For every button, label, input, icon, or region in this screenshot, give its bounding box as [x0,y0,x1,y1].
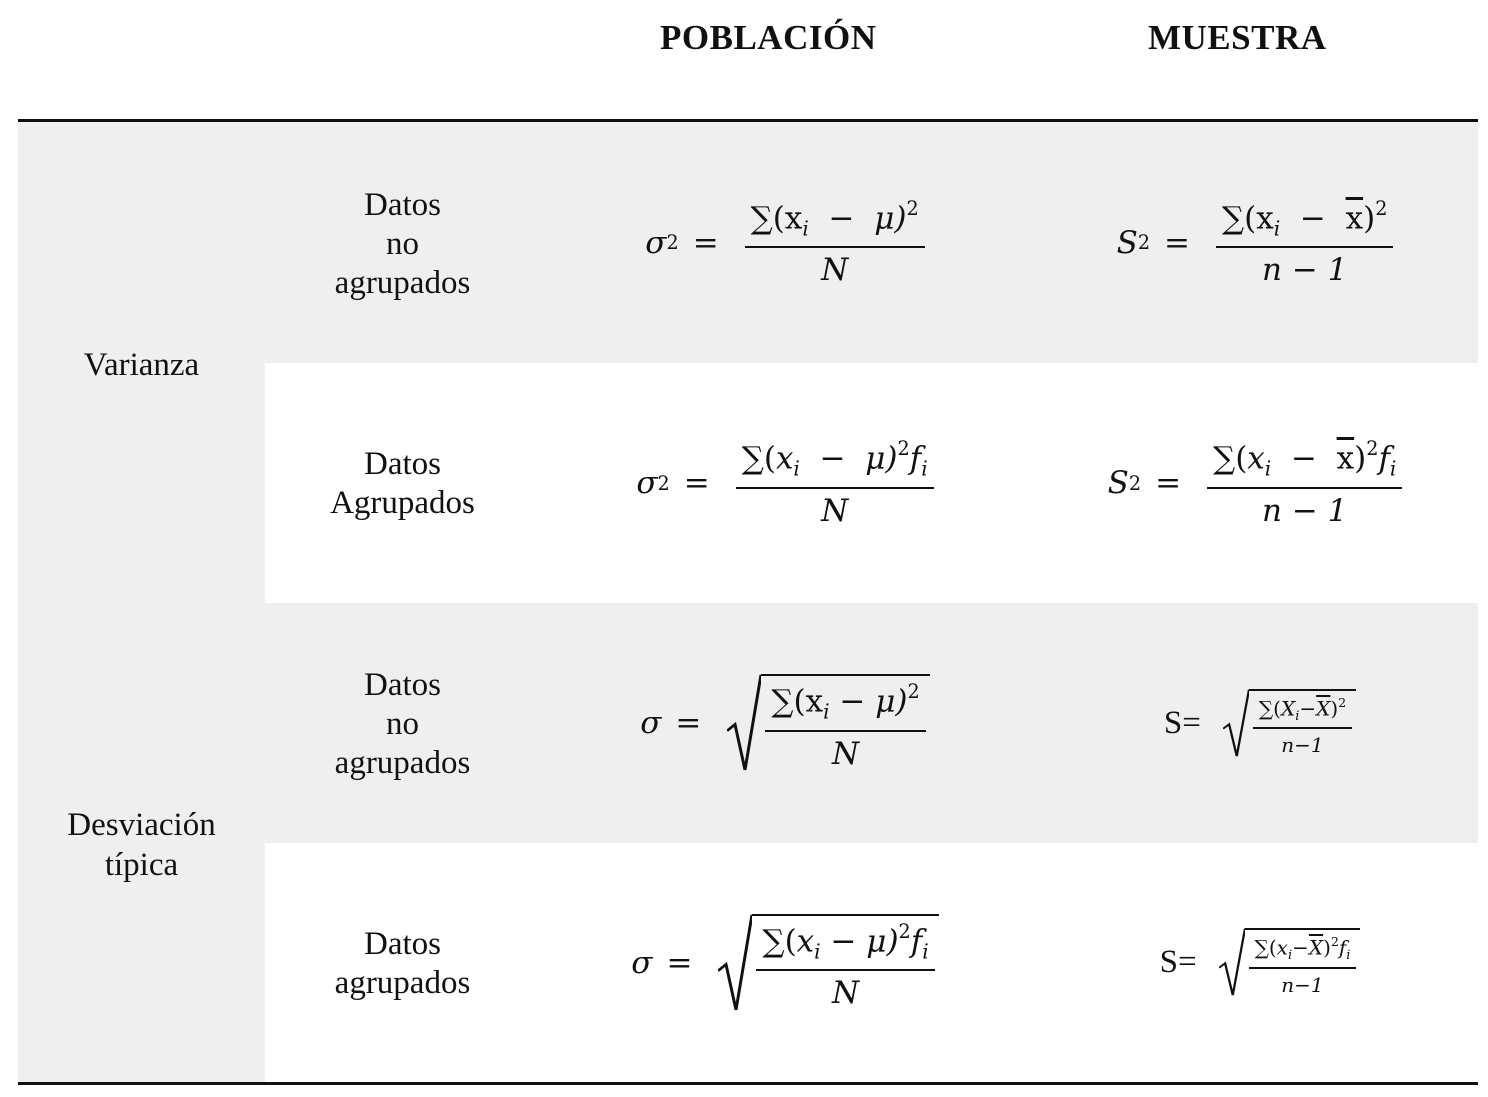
row-label-line: Datos [364,667,441,703]
row-label-line: Datos [364,446,441,482]
sqrt-radical [1219,928,1361,996]
row-label-1 [300,186,505,303]
formula-varianza-poblacion-no-agrupados: σ 2 = $\frac{\sum(x_i - \mu)^2}{N}$ [560,122,1010,363]
formula-desviacion-poblacion-agrupados: σ = $\frac{\sum(x_i - \mu)^2f_i}{N}$ [560,843,1010,1082]
formula-varianza-muestra-no-agrupados: S 2 = $\frac{\sum(x_i - \overline{x})^2}{n - 1}$ [1030,122,1480,363]
fraction: $\frac{\sum(x_i-\overline{X})^2f_i}{n-1}$ [1249,934,1357,996]
sqrt-icon [1223,689,1249,757]
row-label-3 [300,666,505,783]
row-label-line: agrupados [334,265,471,301]
group-desviacion-line2: típica [104,847,179,883]
fraction: $\frac{\sum(x_i - \mu)^2f_i}{N}$ [736,437,934,529]
group-desviacion-tipica [18,805,265,885]
formula-varianza-poblacion-agrupados: σ 2 = $\frac{\sum(x_i - \mu)^2f_i}{N}$ [560,363,1010,603]
fraction: $\frac{\sum(x_i - \mu)^2f_i}{N}$ [756,920,934,1012]
row-label-line: Agrupados [330,485,475,521]
bottom-rule [18,1082,1478,1085]
sqrt-radical [718,914,938,1012]
sqrt-radical [1223,689,1356,757]
sqrt-icon [718,914,752,1012]
sqrt-radical [727,674,929,772]
group-varianza: Varianza [83,347,200,383]
row-label-4 [300,925,505,1003]
row-label-2 [300,445,505,523]
row-label-line: no [386,706,419,742]
fraction: $\frac{\sum(x_i - \overline{x})^2}{n - 1}$ [1216,197,1393,289]
row-label-line: no [386,226,419,262]
fraction: $\frac{\sum(X_i-\overline{X})^2}{n-1}$ [1253,695,1352,757]
fraction: $\frac{\sum(x_i - \overline{x})^2f_i}{n - 1}$ [1207,437,1402,529]
row-label-line: Datos [364,187,441,223]
formula-desviacion-muestra-agrupados: S= $\frac{\sum(x_i-\overline{X})^2f_i}{n-1}$ [1060,843,1460,1082]
header-muestra: MUESTRA [1148,18,1327,57]
formula-desviacion-muestra-no-agrupados: S= $\frac{\sum(X_i-\overline{X})^2}{n-1}$ [1060,603,1460,843]
group-desviacion-line1: Desviación [67,807,216,843]
header-poblacion: POBLACIÓN [660,18,877,57]
sqrt-icon [727,674,761,772]
formula-desviacion-poblacion-no-agrupados: σ = $\frac{\sum(x_i - \mu)^2}{N}$ [560,603,1010,843]
row-label-line: agrupados [334,965,471,1001]
row-label-line: agrupados [334,745,471,781]
row-label-line: Datos [364,926,441,962]
fraction: $\frac{\sum(x_i - \mu)^2}{N}$ [745,197,925,289]
formula-varianza-muestra-agrupados: S 2 = $\frac{\sum(x_i - \overline{x})^2f_i}{n - 1}$ [1030,363,1480,603]
fraction: $\frac{\sum(x_i - \mu)^2}{N}$ [765,680,925,772]
sqrt-icon [1219,928,1245,996]
